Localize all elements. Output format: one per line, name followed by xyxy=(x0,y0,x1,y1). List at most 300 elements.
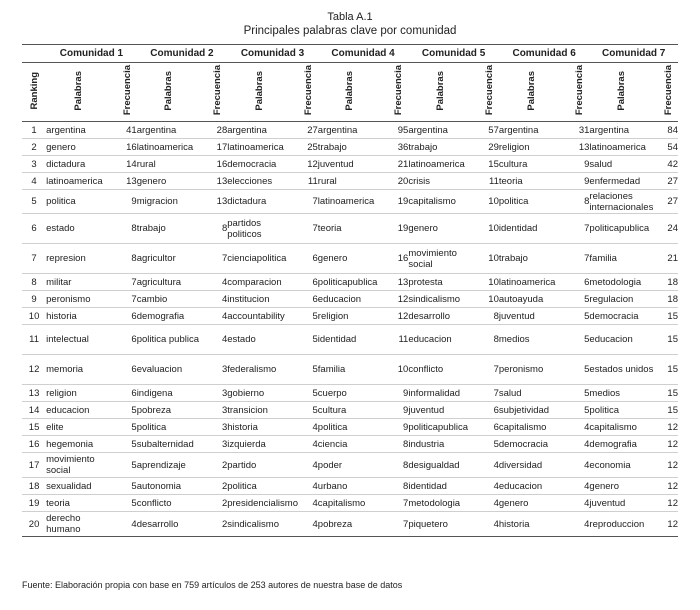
table-row xyxy=(22,139,678,156)
keyword-cell: cambio xyxy=(137,291,201,308)
keyword-cell: medios xyxy=(499,325,563,355)
keyword-cell: latinoamerica xyxy=(408,156,472,173)
keyword-cell: cultura xyxy=(318,402,382,419)
frequency-cell: 5 xyxy=(473,436,499,453)
keyword-cell: genero xyxy=(318,244,382,274)
frecuencia-header-label: Frecuencia xyxy=(212,65,224,116)
keyword-cell: trabajo xyxy=(318,139,382,156)
frequency-cell: 4 xyxy=(473,512,499,537)
palabras-header-label: Palabras xyxy=(163,70,175,111)
keyword-cell: pobreza xyxy=(137,402,201,419)
keyword-cell: educacion xyxy=(499,478,563,495)
rank-cell: 18 xyxy=(22,478,46,495)
keyword-cell: autonomia xyxy=(137,478,201,495)
keyword-cell: poder xyxy=(318,453,382,478)
palabras-header-label: Palabras xyxy=(616,70,628,111)
keyword-cell: indigena xyxy=(137,385,201,402)
frequency-cell: 84 xyxy=(654,122,678,139)
frequency-cell: 4 xyxy=(563,436,589,453)
frequency-cell: 5 xyxy=(563,402,589,419)
frequency-cell: 12 xyxy=(654,478,678,495)
keyword-cell: transicion xyxy=(227,402,291,419)
keyword-cell: latinoamerica xyxy=(499,274,563,291)
frequency-cell: 4 xyxy=(473,453,499,478)
frequency-cell: 3 xyxy=(201,419,227,436)
keyword-cell: agricultura xyxy=(137,274,201,291)
frequency-cell: 9 xyxy=(382,402,408,419)
frequency-cell: 6 xyxy=(111,385,137,402)
palabras-header-label: Palabras xyxy=(72,70,84,111)
keyword-cell: historia xyxy=(227,419,291,436)
frequency-cell: 18 xyxy=(654,291,678,308)
table-row xyxy=(22,291,678,308)
keyword-cell: economia xyxy=(589,453,653,478)
keyword-cell: cultura xyxy=(499,156,563,173)
table-row xyxy=(22,325,678,355)
table-row xyxy=(22,355,678,385)
frequency-cell: 3 xyxy=(201,436,227,453)
frequency-cell: 28 xyxy=(201,122,227,139)
keyword-cell: politica xyxy=(137,419,201,436)
column-header-row xyxy=(22,63,678,122)
keyword-cell: trabajo xyxy=(137,214,201,244)
keyword-cell: argentina xyxy=(499,122,563,139)
frecuencia-header-label: Frecuencia xyxy=(302,65,314,116)
frequency-cell: 12 xyxy=(292,156,318,173)
keyword-cell: religion xyxy=(46,385,110,402)
keyword-cell: institucion xyxy=(227,291,291,308)
palabras-header-label: Palabras xyxy=(344,70,356,111)
keyword-cell: argentina xyxy=(137,122,201,139)
keyword-cell: partidos politicos xyxy=(227,214,291,244)
table-row xyxy=(22,495,678,512)
frequency-cell: 8 xyxy=(201,214,227,244)
frequency-cell: 8 xyxy=(382,453,408,478)
frequency-cell: 8 xyxy=(382,478,408,495)
keyword-cell: rural xyxy=(318,173,382,190)
frequency-cell: 5 xyxy=(563,355,589,385)
keyword-cell: regulacion xyxy=(589,291,653,308)
frequency-cell: 5 xyxy=(563,291,589,308)
frequency-cell: 7 xyxy=(382,512,408,537)
keyword-cell: rural xyxy=(137,156,201,173)
keyword-cell: latinoamerica xyxy=(137,139,201,156)
frequency-cell: 13 xyxy=(201,190,227,214)
frequency-cell: 4 xyxy=(292,419,318,436)
frequency-cell: 4 xyxy=(563,512,589,537)
keyword-cell: argentina xyxy=(227,122,291,139)
frequency-cell: 19 xyxy=(382,214,408,244)
rank-cell: 16 xyxy=(22,436,46,453)
keyword-cell: diversidad xyxy=(499,453,563,478)
frequency-cell: 14 xyxy=(111,156,137,173)
keyword-cell: evaluacion xyxy=(137,355,201,385)
frequency-cell: 4 xyxy=(201,325,227,355)
keyword-cell: genero xyxy=(589,478,653,495)
frequency-cell: 11 xyxy=(382,325,408,355)
table-row xyxy=(22,244,678,274)
frequency-cell: 8 xyxy=(111,214,137,244)
frecuencia-header xyxy=(563,63,589,122)
table-body xyxy=(22,122,678,537)
frequency-cell: 7 xyxy=(111,291,137,308)
table-subtitle: Principales palabras clave por comunidad xyxy=(243,25,457,37)
frequency-cell: 6 xyxy=(563,274,589,291)
keyword-cell: juventud xyxy=(499,308,563,325)
frequency-cell: 5 xyxy=(111,478,137,495)
frequency-cell: 4 xyxy=(201,274,227,291)
frequency-cell: 7 xyxy=(563,244,589,274)
keyword-cell: educacion xyxy=(46,402,110,419)
frequency-cell: 15 xyxy=(654,355,678,385)
keyword-cell: urbano xyxy=(318,478,382,495)
keyword-cell: estados unidos xyxy=(589,355,653,385)
keyword-cell: elecciones xyxy=(227,173,291,190)
frequency-cell: 12 xyxy=(382,291,408,308)
table-row xyxy=(22,419,678,436)
frequency-cell: 24 xyxy=(654,214,678,244)
keyword-cell: argentina xyxy=(408,122,472,139)
keyword-cell: argentina xyxy=(589,122,653,139)
keyword-cell: informalidad xyxy=(408,385,472,402)
frequency-cell: 41 xyxy=(111,122,137,139)
frequency-cell: 3 xyxy=(201,402,227,419)
keyword-cell: identidad xyxy=(318,325,382,355)
frequency-cell: 2 xyxy=(201,478,227,495)
frecuencia-header-label: Frecuencia xyxy=(121,65,133,116)
keyword-cell: gobierno xyxy=(227,385,291,402)
keyword-cell: educacion xyxy=(408,325,472,355)
rank-cell: 10 xyxy=(22,308,46,325)
table-row xyxy=(22,385,678,402)
table-row xyxy=(22,173,678,190)
frequency-cell: 4 xyxy=(563,453,589,478)
keyword-cell: estado xyxy=(46,214,110,244)
frequency-cell: 7 xyxy=(111,274,137,291)
frequency-cell: 20 xyxy=(382,173,408,190)
frequency-cell: 10 xyxy=(473,274,499,291)
frequency-cell: 4 xyxy=(111,512,137,537)
frequency-cell: 17 xyxy=(201,139,227,156)
keyword-cell: salud xyxy=(499,385,563,402)
frequency-cell: 8 xyxy=(473,308,499,325)
table-row xyxy=(22,453,678,478)
community-header: Comunidad 6 xyxy=(499,45,590,63)
frequency-cell: 9 xyxy=(563,173,589,190)
keyword-cell: demografia xyxy=(589,436,653,453)
keyword-cell: familia xyxy=(589,244,653,274)
frequency-cell: 5 xyxy=(563,325,589,355)
frequency-cell: 3 xyxy=(201,355,227,385)
keyword-cell: politica xyxy=(46,190,110,214)
frequency-cell: 11 xyxy=(473,173,499,190)
table-title: Tabla A.1 xyxy=(327,11,373,23)
keyword-cell: piquetero xyxy=(408,512,472,537)
keyword-cell: identidad xyxy=(499,214,563,244)
keyword-cell: latinoamerica xyxy=(227,139,291,156)
keyword-cell: federalismo xyxy=(227,355,291,385)
palabras-header xyxy=(227,63,291,122)
rank-cell: 9 xyxy=(22,291,46,308)
frequency-cell: 5 xyxy=(292,402,318,419)
table-row xyxy=(22,512,678,537)
keyword-cell: derecho humano xyxy=(46,512,110,537)
ranking-header-label: Ranking xyxy=(28,71,40,110)
frequency-cell: 2 xyxy=(201,495,227,512)
keyword-cell: juventud xyxy=(318,156,382,173)
rank-cell: 8 xyxy=(22,274,46,291)
frequency-cell: 4 xyxy=(563,495,589,512)
rank-cell: 4 xyxy=(22,173,46,190)
frequency-cell: 4 xyxy=(473,495,499,512)
keyword-cell: teoria xyxy=(499,173,563,190)
frequency-cell: 6 xyxy=(292,291,318,308)
table-row xyxy=(22,156,678,173)
frequency-cell: 29 xyxy=(473,139,499,156)
frequency-cell: 8 xyxy=(563,190,589,214)
frequency-cell: 7 xyxy=(382,495,408,512)
keyword-cell: industria xyxy=(408,436,472,453)
source-note: Fuente: Elaboración propia con base en 759 artículos de 253 autores de nuestra base de datos xyxy=(22,580,403,590)
rank-cell: 15 xyxy=(22,419,46,436)
frequency-cell: 5 xyxy=(292,355,318,385)
frecuencia-header xyxy=(473,63,499,122)
keyword-cell: capitalismo xyxy=(589,419,653,436)
keyword-cell: conflicto xyxy=(408,355,472,385)
frequency-cell: 4 xyxy=(292,436,318,453)
frequency-cell: 9 xyxy=(382,419,408,436)
frecuencia-header-label: Frecuencia xyxy=(393,65,405,116)
frequency-cell: 6 xyxy=(111,308,137,325)
community-header-row xyxy=(22,45,678,63)
keyword-cell: subalternidad xyxy=(137,436,201,453)
frequency-cell: 7 xyxy=(563,214,589,244)
keyword-cell: teoria xyxy=(318,214,382,244)
palabras-header-label: Palabras xyxy=(525,70,537,111)
frequency-cell: 12 xyxy=(382,308,408,325)
keyword-cell: teoria xyxy=(46,495,110,512)
frequency-cell: 21 xyxy=(382,156,408,173)
frequency-cell: 9 xyxy=(111,190,137,214)
frequency-cell: 10 xyxy=(473,291,499,308)
frequency-cell: 95 xyxy=(382,122,408,139)
palabras-header xyxy=(408,63,472,122)
frequency-cell: 57 xyxy=(473,122,499,139)
keyword-cell: agricultor xyxy=(137,244,201,274)
keyword-cell: hegemonia xyxy=(46,436,110,453)
keyword-cell: demografia xyxy=(137,308,201,325)
keyword-cell: enfermedad xyxy=(589,173,653,190)
frequency-cell: 8 xyxy=(382,436,408,453)
frequency-cell: 5 xyxy=(111,453,137,478)
frequency-cell: 15 xyxy=(654,325,678,355)
frequency-cell: 15 xyxy=(654,308,678,325)
rank-cell: 7 xyxy=(22,244,46,274)
palabras-header-label: Palabras xyxy=(253,70,265,111)
frequency-cell: 7 xyxy=(201,244,227,274)
keyword-cell: genero xyxy=(137,173,201,190)
frequency-cell: 5 xyxy=(111,495,137,512)
frequency-cell: 6 xyxy=(111,355,137,385)
frecuencia-header xyxy=(201,63,227,122)
table-row xyxy=(22,190,678,214)
frequency-cell: 21 xyxy=(654,244,678,274)
keyword-cell: migracion xyxy=(137,190,201,214)
frequency-cell: 2 xyxy=(201,453,227,478)
keyword-cell: sindicalismo xyxy=(227,512,291,537)
keyword-cell: capitalismo xyxy=(408,190,472,214)
keyword-cell: peronismo xyxy=(46,291,110,308)
keyword-cell: crisis xyxy=(408,173,472,190)
keyword-cell: religion xyxy=(499,139,563,156)
keyword-cell: estado xyxy=(227,325,291,355)
frequency-cell: 42 xyxy=(654,156,678,173)
rank-cell: 2 xyxy=(22,139,46,156)
keyword-cell: pobreza xyxy=(318,512,382,537)
frequency-cell: 15 xyxy=(654,402,678,419)
keyword-cell: politica xyxy=(318,419,382,436)
keyword-cell: politicapublica xyxy=(318,274,382,291)
keyword-cell: historia xyxy=(499,512,563,537)
table-row xyxy=(22,274,678,291)
frequency-cell: 6 xyxy=(292,244,318,274)
keyword-cell: trabajo xyxy=(408,139,472,156)
frequency-cell: 13 xyxy=(201,173,227,190)
frequency-cell: 3 xyxy=(201,385,227,402)
keyword-cell: desigualdad xyxy=(408,453,472,478)
keyword-cell: capitalismo xyxy=(318,495,382,512)
keyword-cell: politica xyxy=(499,190,563,214)
community-header: Comunidad 1 xyxy=(46,45,137,63)
rank-cell: 1 xyxy=(22,122,46,139)
keyword-cell: militar xyxy=(46,274,110,291)
frecuencia-header xyxy=(111,63,137,122)
keyword-cell: intelectual xyxy=(46,325,110,355)
rank-cell: 11 xyxy=(22,325,46,355)
keyword-cell: democracia xyxy=(499,436,563,453)
frequency-cell: 6 xyxy=(111,325,137,355)
keyword-cell: salud xyxy=(589,156,653,173)
rank-cell: 14 xyxy=(22,402,46,419)
frequency-cell: 7 xyxy=(292,214,318,244)
frequency-cell: 5 xyxy=(111,419,137,436)
frequency-cell: 15 xyxy=(473,156,499,173)
keyword-cell: metodologia xyxy=(408,495,472,512)
palabras-header-label: Palabras xyxy=(435,70,447,111)
rank-cell: 19 xyxy=(22,495,46,512)
keyword-cell: represion xyxy=(46,244,110,274)
frequency-cell: 13 xyxy=(382,274,408,291)
frecuencia-header xyxy=(382,63,408,122)
table-row xyxy=(22,402,678,419)
keyword-cell: dictadura xyxy=(227,190,291,214)
frequency-cell: 16 xyxy=(382,244,408,274)
palabras-header xyxy=(499,63,563,122)
keyword-cell: argentina xyxy=(46,122,110,139)
keyword-cell: juventud xyxy=(589,495,653,512)
keyword-cell: trabajo xyxy=(499,244,563,274)
keyword-cell: izquierda xyxy=(227,436,291,453)
frequency-cell: 12 xyxy=(654,512,678,537)
rank-cell: 5 xyxy=(22,190,46,214)
keyword-cell: educacion xyxy=(318,291,382,308)
frequency-cell: 4 xyxy=(292,478,318,495)
keyword-cell: autoayuda xyxy=(499,291,563,308)
community-header: Comunidad 5 xyxy=(408,45,499,63)
frequency-cell: 6 xyxy=(473,419,499,436)
community-header: Comunidad 3 xyxy=(227,45,318,63)
frequency-cell: 16 xyxy=(111,139,137,156)
frequency-cell: 5 xyxy=(292,325,318,355)
table-caption xyxy=(0,0,700,38)
frequency-cell: 9 xyxy=(563,156,589,173)
keyword-cell: cuerpo xyxy=(318,385,382,402)
frequency-cell: 27 xyxy=(292,122,318,139)
keyword-cell: politicapublica xyxy=(408,419,472,436)
frequency-cell: 7 xyxy=(473,355,499,385)
keyword-cell: religion xyxy=(318,308,382,325)
frequency-cell: 5 xyxy=(292,385,318,402)
keyword-cell: desarrollo xyxy=(137,512,201,537)
frequency-cell: 4 xyxy=(201,291,227,308)
frequency-cell: 12 xyxy=(654,453,678,478)
palabras-header xyxy=(46,63,110,122)
keyword-cell: relaciones internacionales xyxy=(589,190,654,213)
keyword-cell: sindicalismo xyxy=(408,291,472,308)
community-header: Comunidad 2 xyxy=(137,45,228,63)
keyword-cell: comparacion xyxy=(227,274,291,291)
frequency-cell: 11 xyxy=(292,173,318,190)
frequency-cell: 13 xyxy=(563,139,589,156)
frequency-cell: 16 xyxy=(201,156,227,173)
keyword-cell: juventud xyxy=(408,402,472,419)
frequency-cell: 6 xyxy=(292,274,318,291)
keyword-cell: peronismo xyxy=(499,355,563,385)
frequency-cell: 18 xyxy=(654,274,678,291)
frequency-cell: 8 xyxy=(473,325,499,355)
table-row xyxy=(22,478,678,495)
keyword-cell: partido xyxy=(227,453,291,478)
keyword-cell: ciencia xyxy=(318,436,382,453)
frequency-cell: 2 xyxy=(201,512,227,537)
keyword-cell: politicapublica xyxy=(589,214,653,244)
frequency-cell: 27 xyxy=(654,173,678,190)
keyword-cell: dictadura xyxy=(46,156,110,173)
frequency-cell: 5 xyxy=(563,308,589,325)
frequency-cell: 12 xyxy=(654,436,678,453)
frequency-cell: 13 xyxy=(111,173,137,190)
frequency-cell: 9 xyxy=(382,385,408,402)
keyword-cell: sexualidad xyxy=(46,478,110,495)
keyword-cell: capitalismo xyxy=(499,419,563,436)
rank-cell: 13 xyxy=(22,385,46,402)
frequency-cell: 4 xyxy=(201,308,227,325)
keyword-cell: argentina xyxy=(318,122,382,139)
rank-cell: 20 xyxy=(22,512,46,537)
rank-cell: 3 xyxy=(22,156,46,173)
frequency-cell: 54 xyxy=(654,139,678,156)
frequency-cell: 5 xyxy=(563,385,589,402)
frequency-cell: 8 xyxy=(111,244,137,274)
frecuencia-header-label: Frecuencia xyxy=(663,65,674,116)
rank-cell: 6 xyxy=(22,214,46,244)
keyword-cell: movimiento social xyxy=(408,244,472,274)
frequency-cell: 5 xyxy=(292,308,318,325)
frequency-cell: 4 xyxy=(563,478,589,495)
table-row xyxy=(22,436,678,453)
keyword-cell: democracia xyxy=(227,156,291,173)
frecuencia-header-label: Frecuencia xyxy=(483,65,495,116)
